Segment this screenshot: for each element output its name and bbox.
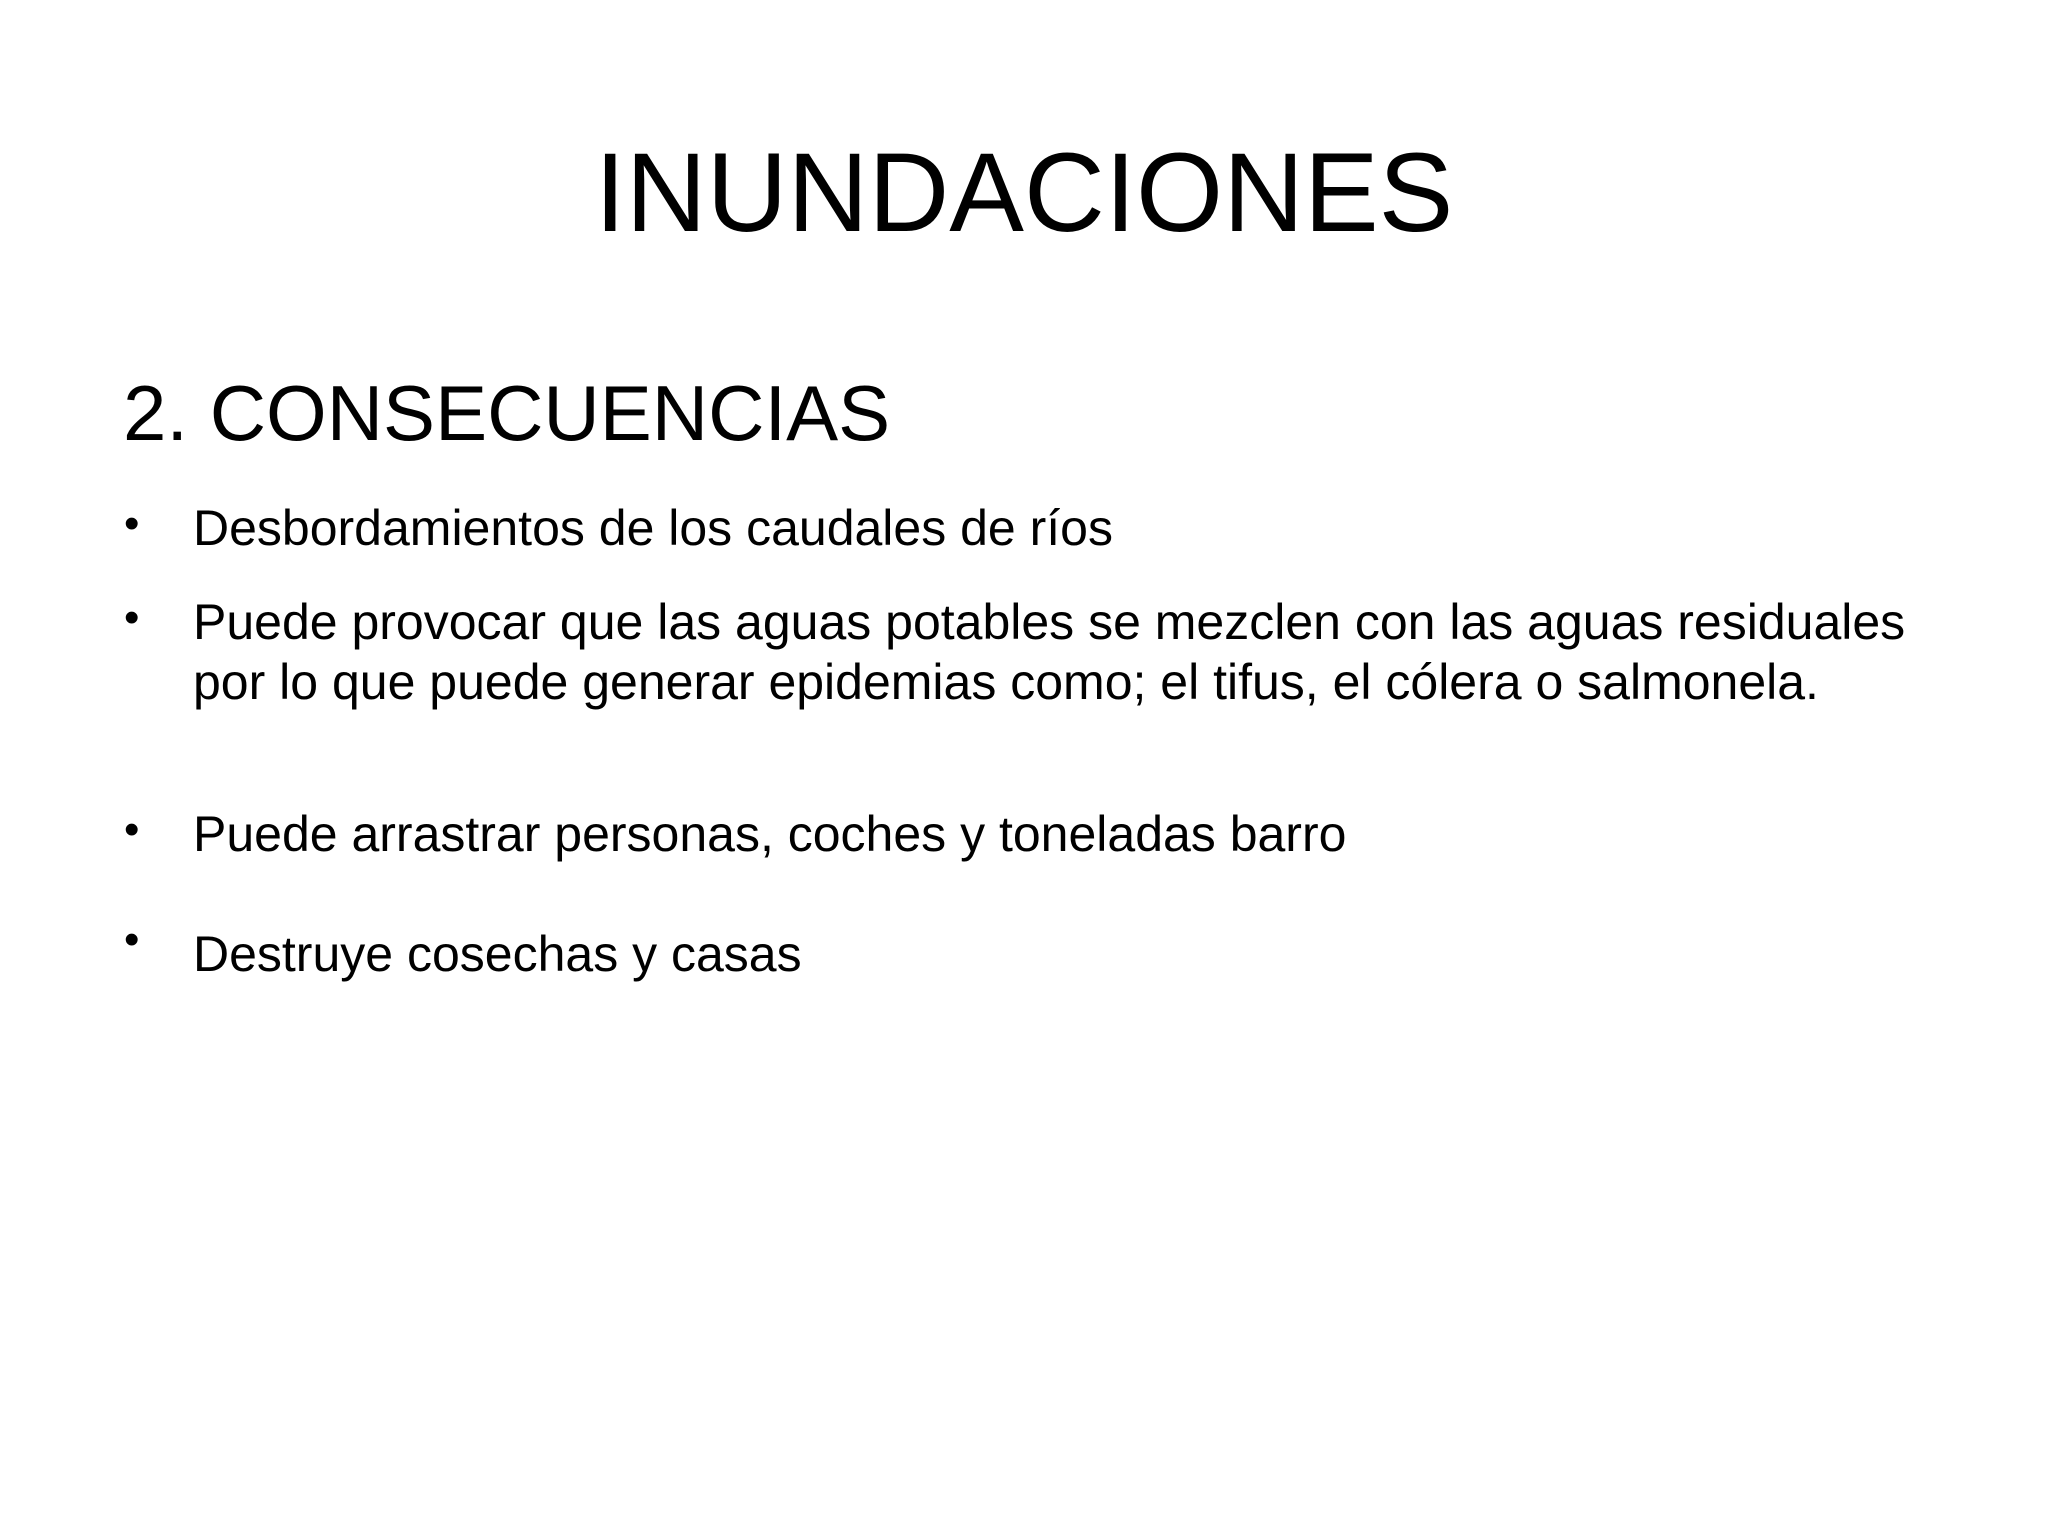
section-heading: 2. CONSECUENCIAS	[123, 369, 891, 457]
bullet-icon: •	[124, 593, 140, 642]
slide-title: INUNDACIONES	[594, 130, 1454, 255]
bullet-text: Desbordamientos de los caudales de ríos	[193, 500, 1113, 556]
bullet-text: Puede arrastrar personas, coches y toneladas barro	[193, 806, 1347, 862]
bullet-icon: •	[124, 499, 140, 548]
bullet-text: Destruye cosechas y casas	[193, 926, 802, 982]
bullet-text: Puede provocar que las aguas potables se mezclen con las aguas residuales por lo que puede generar epidemias como; el tifus, el cólera o salmonela.	[193, 594, 1906, 710]
bullet-icon: •	[124, 915, 140, 964]
bullet-icon: •	[124, 805, 140, 854]
